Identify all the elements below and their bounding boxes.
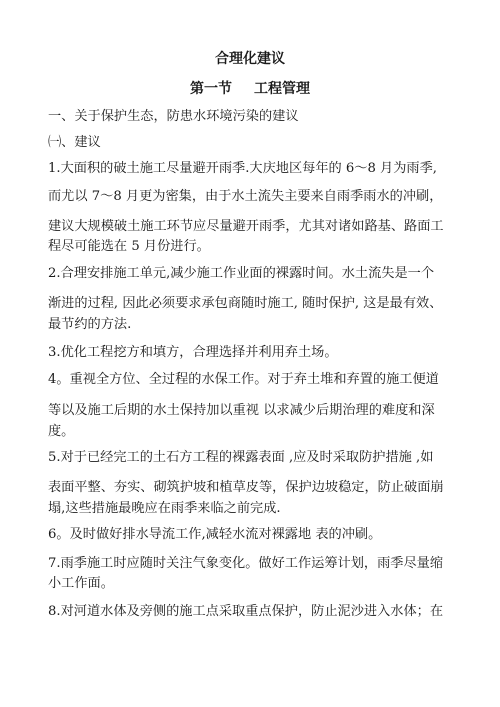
paragraph-line: 建议大规模破土施工环节应尽量避开雨季，尤其对诸如路基、路面工: [48, 219, 444, 234]
paragraph-line: 程尽可能选在 5 月份进行。: [48, 239, 210, 254]
paragraph-line: 度。: [48, 424, 75, 439]
paragraph-line: 等以及施工后期的水土保持加以重视 以求减少后期治理的难度和深: [48, 403, 435, 418]
paragraph-line: 2.合理安排施工单元,减少施工作业面的裸露时间。水土流失是一个: [48, 266, 435, 281]
paragraph-line: 5.对于已经完工的土石方工程的裸露表面 ,应及时采取防护措施 ,如: [48, 450, 434, 465]
paragraph-line: 6。及时做好排水导流工作,减轻水流对裸露地 表的冲刷。: [48, 527, 382, 542]
paragraph-line: 渐进的过程, 因此必须要求承包商随时施工, 随时保护, 这是最有效、: [48, 296, 443, 311]
paragraph-line: 1.大面积的破土施工尽量避开雨季.大庆地区每年的 6～8 月为雨季,: [48, 161, 438, 176]
section-name: 工程管理: [254, 81, 310, 97]
paragraph-line: 8.对河道水体及旁侧的施工点采取重点保护，防止泥沙进入水体；在: [48, 604, 444, 619]
paragraph-line: 4。重视全方位、全过程的水保工作。对于弃土堆和弃置的施工便道: [48, 372, 439, 387]
section-heading: [0, 80, 500, 98]
subheading-line: ㈠、建议: [48, 135, 101, 150]
heading-line: 一、关于保护生态，防患水环境污染的建议: [48, 109, 299, 124]
paragraph-line: 3.优化工程挖方和填方，合理选择并利用弃土场。: [48, 345, 338, 360]
paragraph-line: 小工作面。: [48, 576, 114, 591]
paragraph-line: 而尤以 7～8 月更为密集，由于水土流失主要来自雨季雨水的冲刷，: [48, 189, 443, 204]
paragraph-line: 最节约的方法.: [48, 317, 132, 332]
paragraph-line: 表面平整、夯实、砌筑护坡和植草皮等，保护边坡稳定，防止破面崩: [48, 480, 444, 495]
paragraph-line: 7.雨季施工时应随时关注气象变化。做好工作运筹计划，雨季尽量缩: [48, 556, 444, 571]
section-number: 第一节: [190, 81, 232, 97]
document-title: 合理化建议: [215, 51, 285, 67]
paragraph-line: 塌,这些措施最晚应在雨季来临之前完成.: [48, 501, 281, 516]
